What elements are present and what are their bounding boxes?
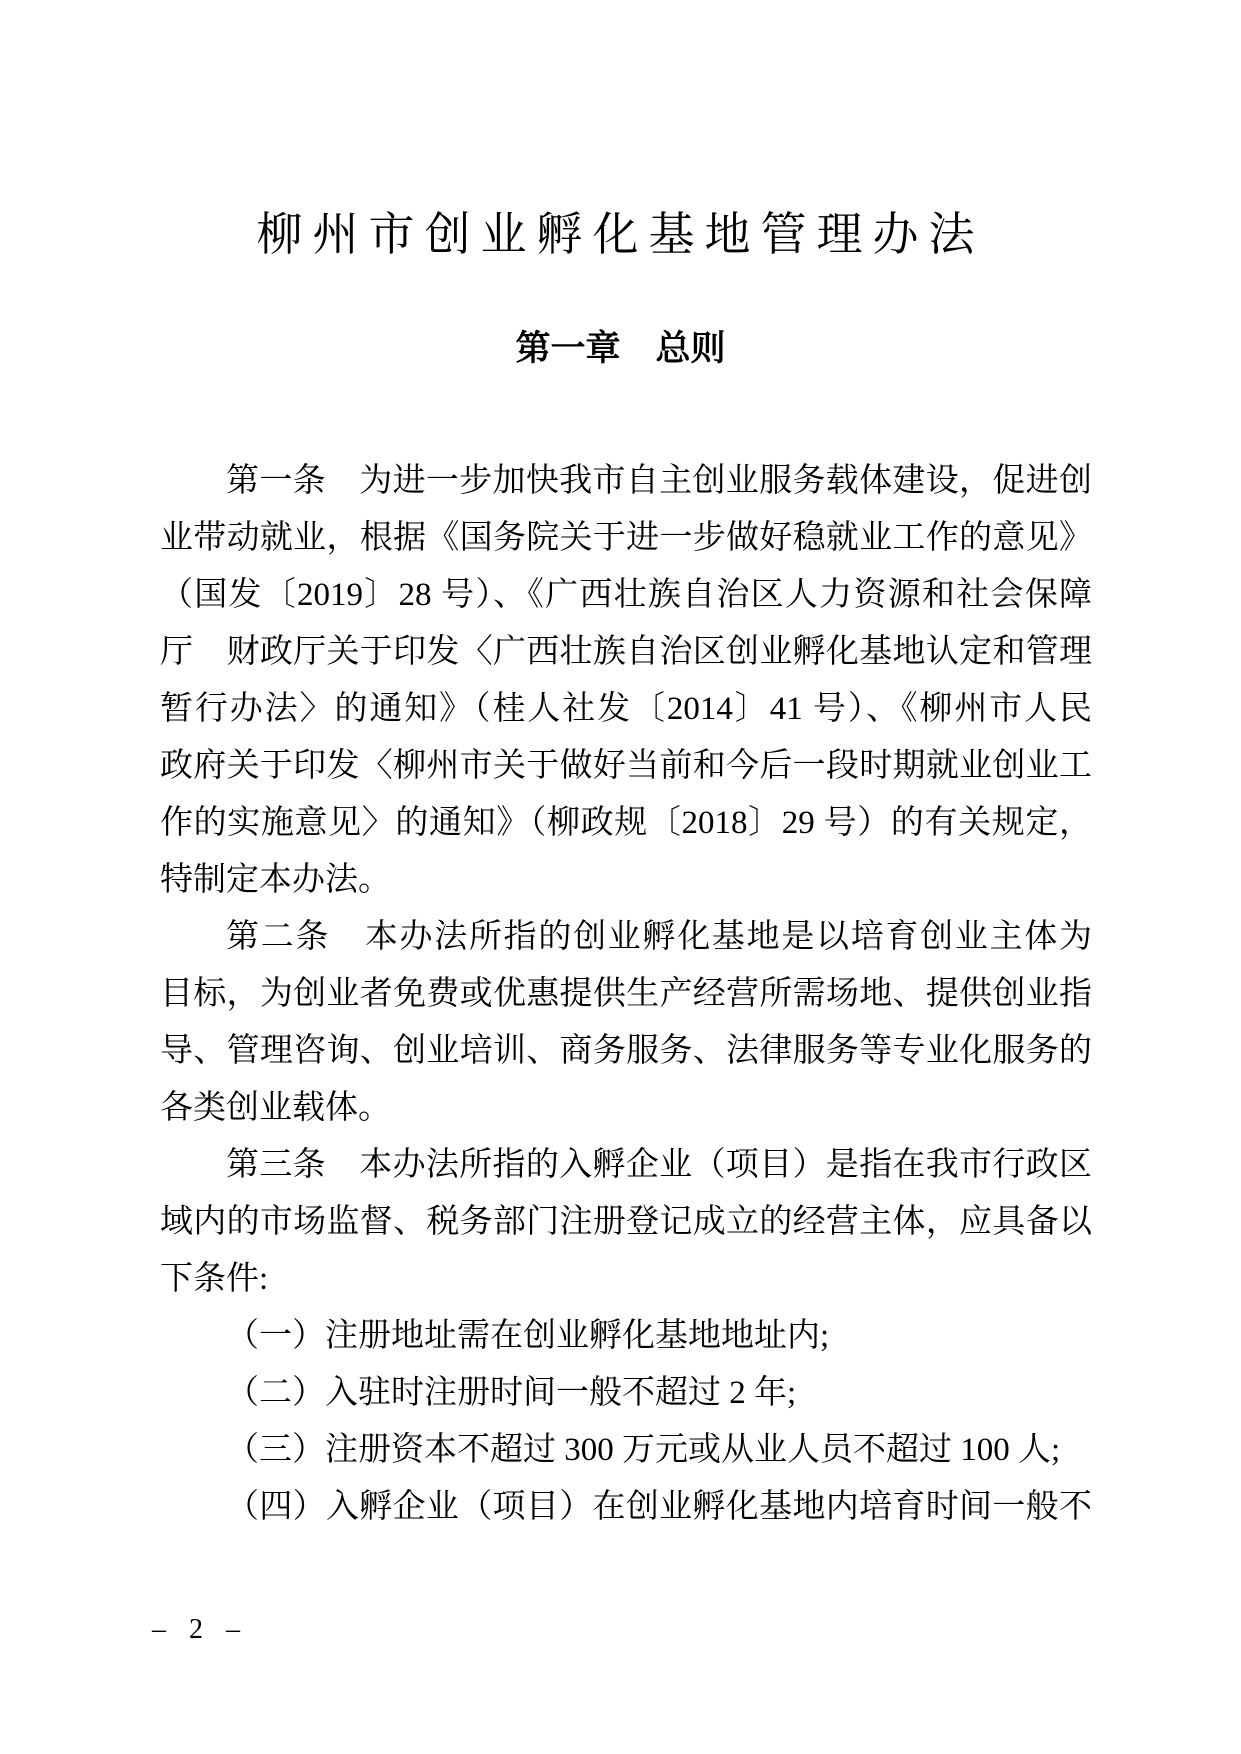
body-line: 域内的市场监督、税务部门注册登记成立的经营主体，应具备以 xyxy=(160,1204,1092,1240)
body-line: （二）入驻时注册时间一般不超过 2 年; xyxy=(226,1375,797,1411)
body-line: （四）入孵企业（项目）在创业孵化基地内培育时间一般不 xyxy=(226,1489,1092,1525)
body-line: 业带动就业，根据《国务院关于进一步做好稳就业工作的意见》 xyxy=(160,520,1092,556)
document-title: 柳州市创业孵化基地管理办法 xyxy=(256,209,985,260)
body-line: 政府关于印发〈柳州市关于做好当前和今后一段时期就业创业工 xyxy=(160,748,1092,784)
body-line: （国发〔2019〕28 号）、《广西壮族自治区人力资源和社会保障 xyxy=(160,577,1092,613)
body-line: 目标，为创业者免费或优惠提供生产经营所需场地、提供创业指 xyxy=(160,976,1092,1012)
body-line: 导、管理咨询、创业培训、商务服务、法律服务等专业化服务的 xyxy=(160,1033,1092,1069)
document-body xyxy=(160,453,1092,1536)
body-line: 各类创业载体。 xyxy=(160,1090,391,1126)
page-number: – 2 – xyxy=(152,1614,244,1645)
body-line: 下条件: xyxy=(160,1261,269,1297)
body-line: 厅 财政厅关于印发〈广西壮族自治区创业孵化基地认定和管理 xyxy=(160,634,1092,670)
body-line: 第二条 本办法所指的创业孵化基地是以培育创业主体为 xyxy=(226,919,1092,955)
chapter-heading: 第一章 总则 xyxy=(515,329,726,368)
body-line: 第一条 为进一步加快我市自主创业服务载体建设，促进创 xyxy=(226,463,1092,499)
body-line: （一）注册地址需在创业孵化基地地址内; xyxy=(226,1318,830,1354)
body-line: 暂行办法〉的通知》（桂人社发〔2014〕41 号）、《柳州市人民 xyxy=(160,691,1092,727)
body-line: （三）注册资本不超过 300 万元或从业人员不超过 100 人; xyxy=(226,1432,1061,1468)
body-line: 作的实施意见〉的通知》（柳政规〔2018〕29 号）的有关规定， xyxy=(160,805,1092,841)
body-line: 第三条 本办法所指的入孵企业（项目）是指在我市行政区 xyxy=(226,1147,1092,1183)
body-line: 特制定本办法。 xyxy=(160,862,391,898)
